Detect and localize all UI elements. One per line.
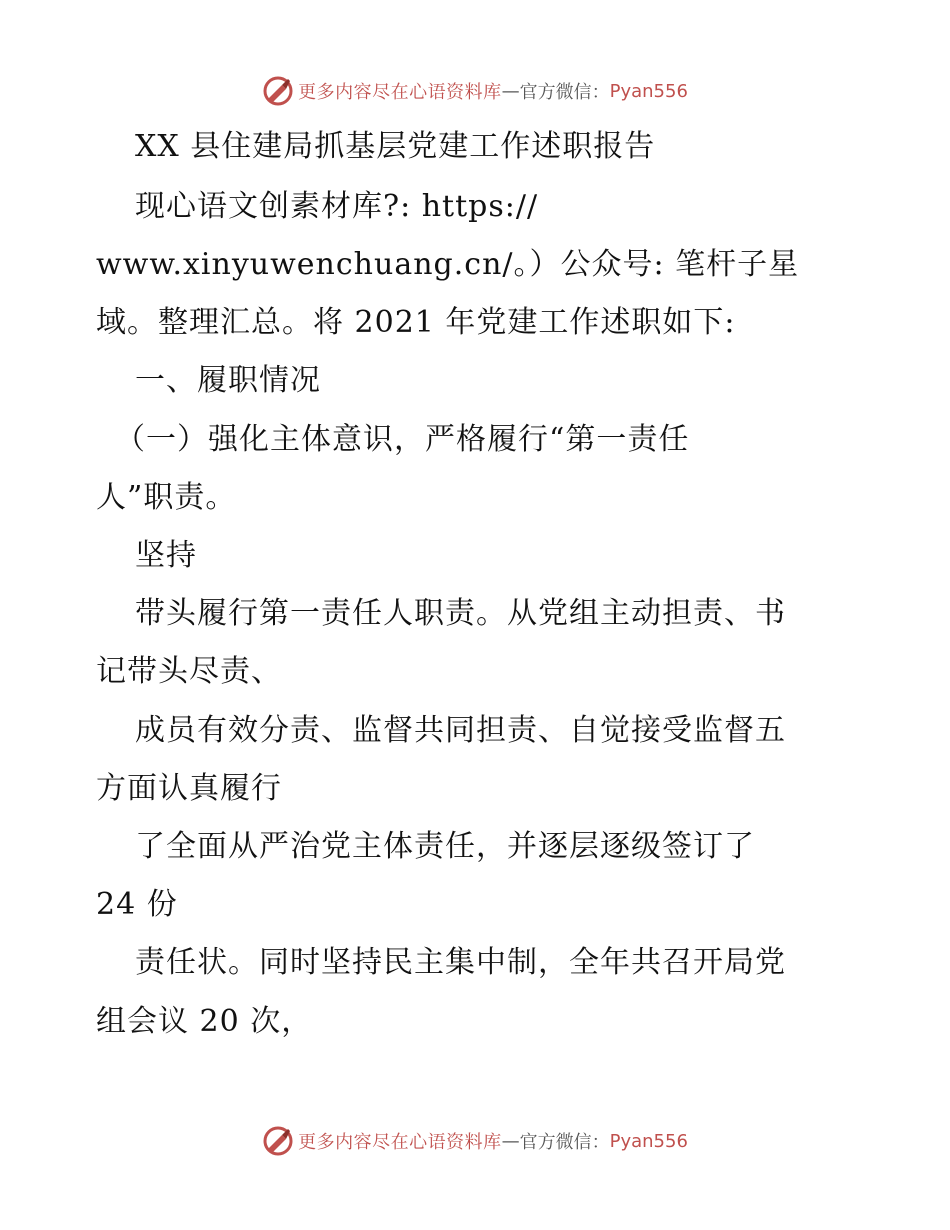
banner-wechat-id: Pyan556 [609,80,688,102]
body-line: 责任状。同时坚持民主集中制，全年共召开局党 [135,945,786,980]
banner-wechat-label: 官方微信： [519,1132,610,1153]
body-line: 24 份 [96,887,178,922]
body-line: 了全面从严治党主体责任，并逐层逐级签订了 [135,829,755,864]
body-line: 带头履行第一责任人职责。从党组主动担责、书 [135,596,786,631]
body-line: 坚持 [135,538,197,573]
body-line: www.xinyuwenchuang.cn/。）公众号: 笔杆子星 [96,247,800,282]
header-banner [0,71,950,111]
banner-wechat-id: Pyan556 [609,1130,688,1152]
body-line: 方面认真履行 [96,771,282,806]
banner-main-text: 更多内容尽在心语资料库 [298,1132,502,1153]
footer-banner [0,1121,950,1161]
body-line: 组会议 20 次， [96,1004,313,1039]
pen-logo-icon [262,1125,294,1157]
banner-separator: — [501,80,520,102]
banner-separator: — [501,1130,520,1152]
body-line: 现心语文创素材库?: https:// [135,189,539,224]
banner-main-text: 更多内容尽在心语资料库 [298,82,502,103]
subsection-heading-cont: 人”职责。 [96,480,237,515]
body-line: 记带头尽责、 [96,654,282,689]
document-title: XX 县住建局抓基层党建工作述职报告 [135,129,656,164]
section-heading: 一、履职情况 [135,363,321,398]
subsection-heading: （一）强化主体意识，严格履行“第一责任 [115,422,690,457]
body-line: 成员有效分责、监督共同担责、自觉接受监督五 [135,713,786,748]
body-line: 域。整理汇总。将 2021 年党建工作述职如下: [96,305,736,340]
pen-logo-icon [262,75,294,107]
banner-wechat-label: 官方微信： [519,82,610,103]
